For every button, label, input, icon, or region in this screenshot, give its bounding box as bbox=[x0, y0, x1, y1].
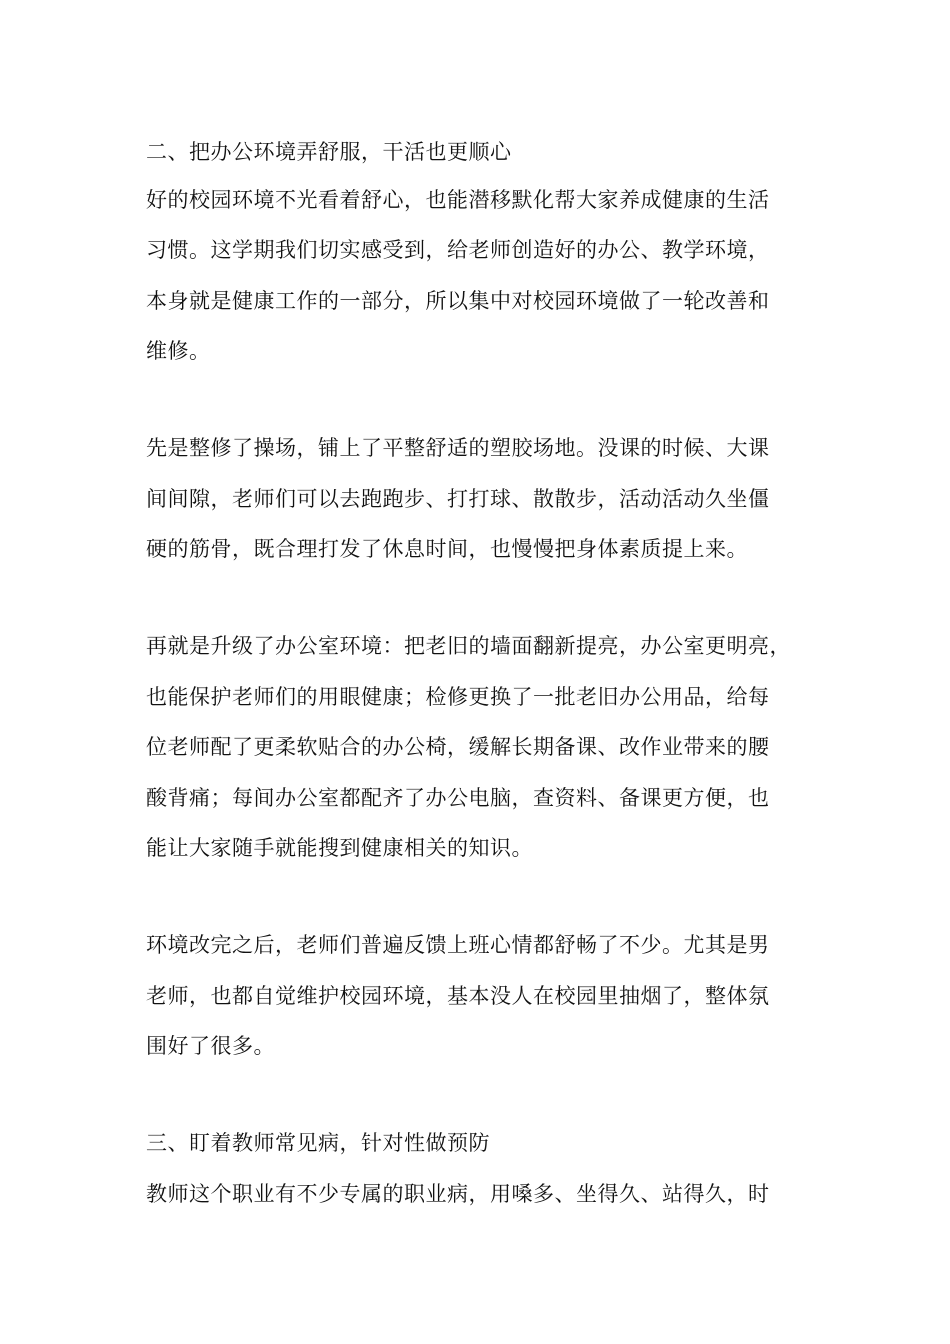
paragraph-line: 位老师配了更柔软贴合的办公椅，缓解长期备课、改作业带来的腰 bbox=[146, 735, 770, 759]
paragraph-line: 习惯。这学期我们切实感受到，给老师创造好的办公、教学环境， bbox=[146, 238, 770, 262]
paragraph-line: 再就是升级了办公室环境：把老旧的墙面翻新提亮，办公室更明亮， bbox=[146, 634, 791, 658]
paragraph-line: 硬的筋骨，既合理打发了休息时间，也慢慢把身体素质提上来。 bbox=[146, 537, 748, 561]
section-heading-3: 三、盯着教师常见病，针对性做预防 bbox=[146, 1131, 490, 1155]
paragraph-line: 先是整修了操场，铺上了平整舒适的塑胶场地。没课的时候、大课 bbox=[146, 436, 770, 460]
paragraph-line: 好的校园环境不光看着舒心，也能潜移默化帮大家养成健康的生活 bbox=[146, 188, 770, 212]
paragraph-line: 能让大家随手就能搜到健康相关的知识。 bbox=[146, 836, 533, 860]
paragraph-line: 维修。 bbox=[146, 339, 211, 363]
section-heading-2: 二、把办公环境弄舒服，干活也更顺心 bbox=[146, 140, 512, 164]
paragraph-line: 围好了很多。 bbox=[146, 1034, 275, 1058]
paragraph-line: 也能保护老师们的用眼健康；检修更换了一批老旧办公用品，给每 bbox=[146, 685, 770, 709]
paragraph-line: 教师这个职业有不少专属的职业病，用嗓多、坐得久、站得久，时 bbox=[146, 1182, 770, 1206]
paragraph-line: 环境改完之后，老师们普遍反馈上班心情都舒畅了不少。尤其是男 bbox=[146, 933, 770, 957]
paragraph-line: 本身就是健康工作的一部分，所以集中对校园环境做了一轮改善和 bbox=[146, 289, 770, 313]
paragraph-line: 老师，也都自觉维护校园环境，基本没人在校园里抽烟了，整体氛 bbox=[146, 984, 770, 1008]
paragraph-line: 间间隙，老师们可以去跑跑步、打打球、散散步，活动活动久坐僵 bbox=[146, 487, 770, 511]
paragraph-line: 酸背痛；每间办公室都配齐了办公电脑，查资料、备课更方便，也 bbox=[146, 786, 770, 810]
